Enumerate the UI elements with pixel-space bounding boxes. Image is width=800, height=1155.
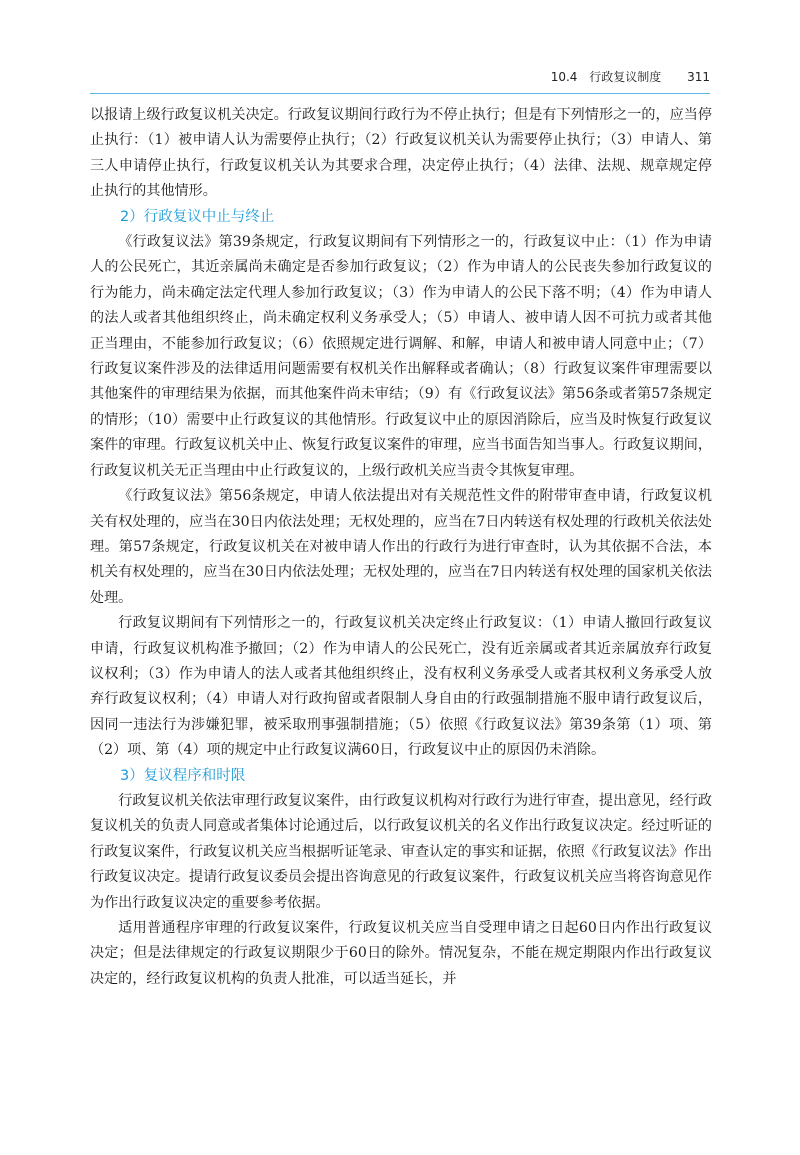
page-body	[90, 103, 712, 992]
paragraph: 行政复议机关依法审理行政复议案件，由行政复议机构对行政行为进行审查，提出意见，经行政复议机关的负责人同意或者集体讨论通过后，以行政复议机关的名义作出行政复议决定。经过听证的行政复议案件，行政复议机关应当根据听证笔录、审查认定的事实和证据，依照《行政复议法》作出行政复议决定。提请行政复议委员会提出咨询意见的行政复议案件，行政复议机关应当将咨询意见作为作出行政复议决定的重要参考依据。	[90, 792, 712, 911]
header-right	[543, 68, 710, 85]
paragraph: 《行政复议法》第56条规定，申请人依法提出对有关规范性文件的附带审查申请，行政复议机关有权处理的，应当在30日内依法处理；无权处理的，应当在7日内转送有权处理的行政机关依法处理。第57条规定，行政复议机关在对被申请人作出的行政行为进行审查时，认为其依据不合法，本机关有权处理的，应当在30日内依法处理；无权处理的，应当在7日内转送有权处理的国家机关依法处理。	[90, 488, 712, 606]
section-title: 行政复议制度	[589, 70, 662, 84]
paragraph: 适用普通程序审理的行政复议案件，行政复议机关应当自受理申请之日起60日内作出行政复议决定；但是法律规定的行政复议期限少于60日的除外。情况复杂，不能在规定期限内作出行政复议决定的，经行政复议机构的负责人批准，可以适当延长，并	[90, 920, 712, 987]
paragraph: 以报请上级行政复议机关决定。行政复议期间行政行为不停止执行；但是有下列情形之一的，应当停止执行：（1）被申请人认为需要停止执行；（2）行政复议机关认为需要停止执行；（3）申请人、第三人申请停止执行，行政复议机关认为其要求合理，决定停止执行；（4）法律、法规、规章规定停止执行的其他情形。	[90, 107, 712, 200]
subsection-heading: 3）复议程序和时限	[120, 767, 246, 784]
paragraph: 《行政复议法》第39条规定，行政复议期间有下列情形之一的，行政复议中止：（1）作为申请人的公民死亡，其近亲属尚未确定是否参加行政复议；（2）作为申请人的公民丧失参加行政复议的行为能力，尚未确定法定代理人参加行政复议；（3）作为申请人的公民下落不明；（4）作为申请人的法人或者其他组织终止，尚未确定权利义务承受人；（5）申请人、被申请人因不可抗力或者其他正当理由，不能参加行政复议；（6）依照规定进行调解、和解，申请人和被申请人同意中止；（7）行政复议案件涉及的法律适用问题需要有权机关作出解释或者确认；（8）行政复议案件审理需要以其他案件的审理结果为依据，而其他案件尚未审结；（9）有《行政复议法》第56条或者第57条规定的情形；（10）需要中止行政复议的其他情形。行政复议中止的原因消除后，应当及时恢复行政复议案件的审理。行政复议机关中止、恢复行政复议案件的审理，应当书面告知当事人。行政复议期间，行政复议机关无正当理由中止行政复议的，上级行政机关应当责令其恢复审理。	[90, 234, 712, 479]
paragraph: 行政复议期间有下列情形之一的，行政复议机关决定终止行政复议：（1）申请人撤回行政复议申请，行政复议机构准予撤回；（2）作为申请人的公民死亡，没有近亲属或者其近亲属放弃行政复议权利；（3）作为申请人的法人或者其他组织终止，没有权利义务承受人或者其权利义务承受人放弃行政复议权利；（4）申请人对行政拘留或者限制人身自由的行政强制措施不服申请行政复议后，因同一违法行为涉嫌犯罪，被采取刑事强制措施；（5）依照《行政复议法》第39条第（1）项、第（2）项、第（4）项的规定中止行政复议满60日，行政复议中止的原因仍未消除。	[90, 615, 712, 759]
header-rule	[90, 93, 710, 95]
subsection-heading: 2）行政复议中止与终止	[120, 208, 275, 225]
section-number: 10.4	[550, 70, 578, 84]
page-number: 311	[687, 70, 710, 84]
running-header	[90, 68, 710, 94]
